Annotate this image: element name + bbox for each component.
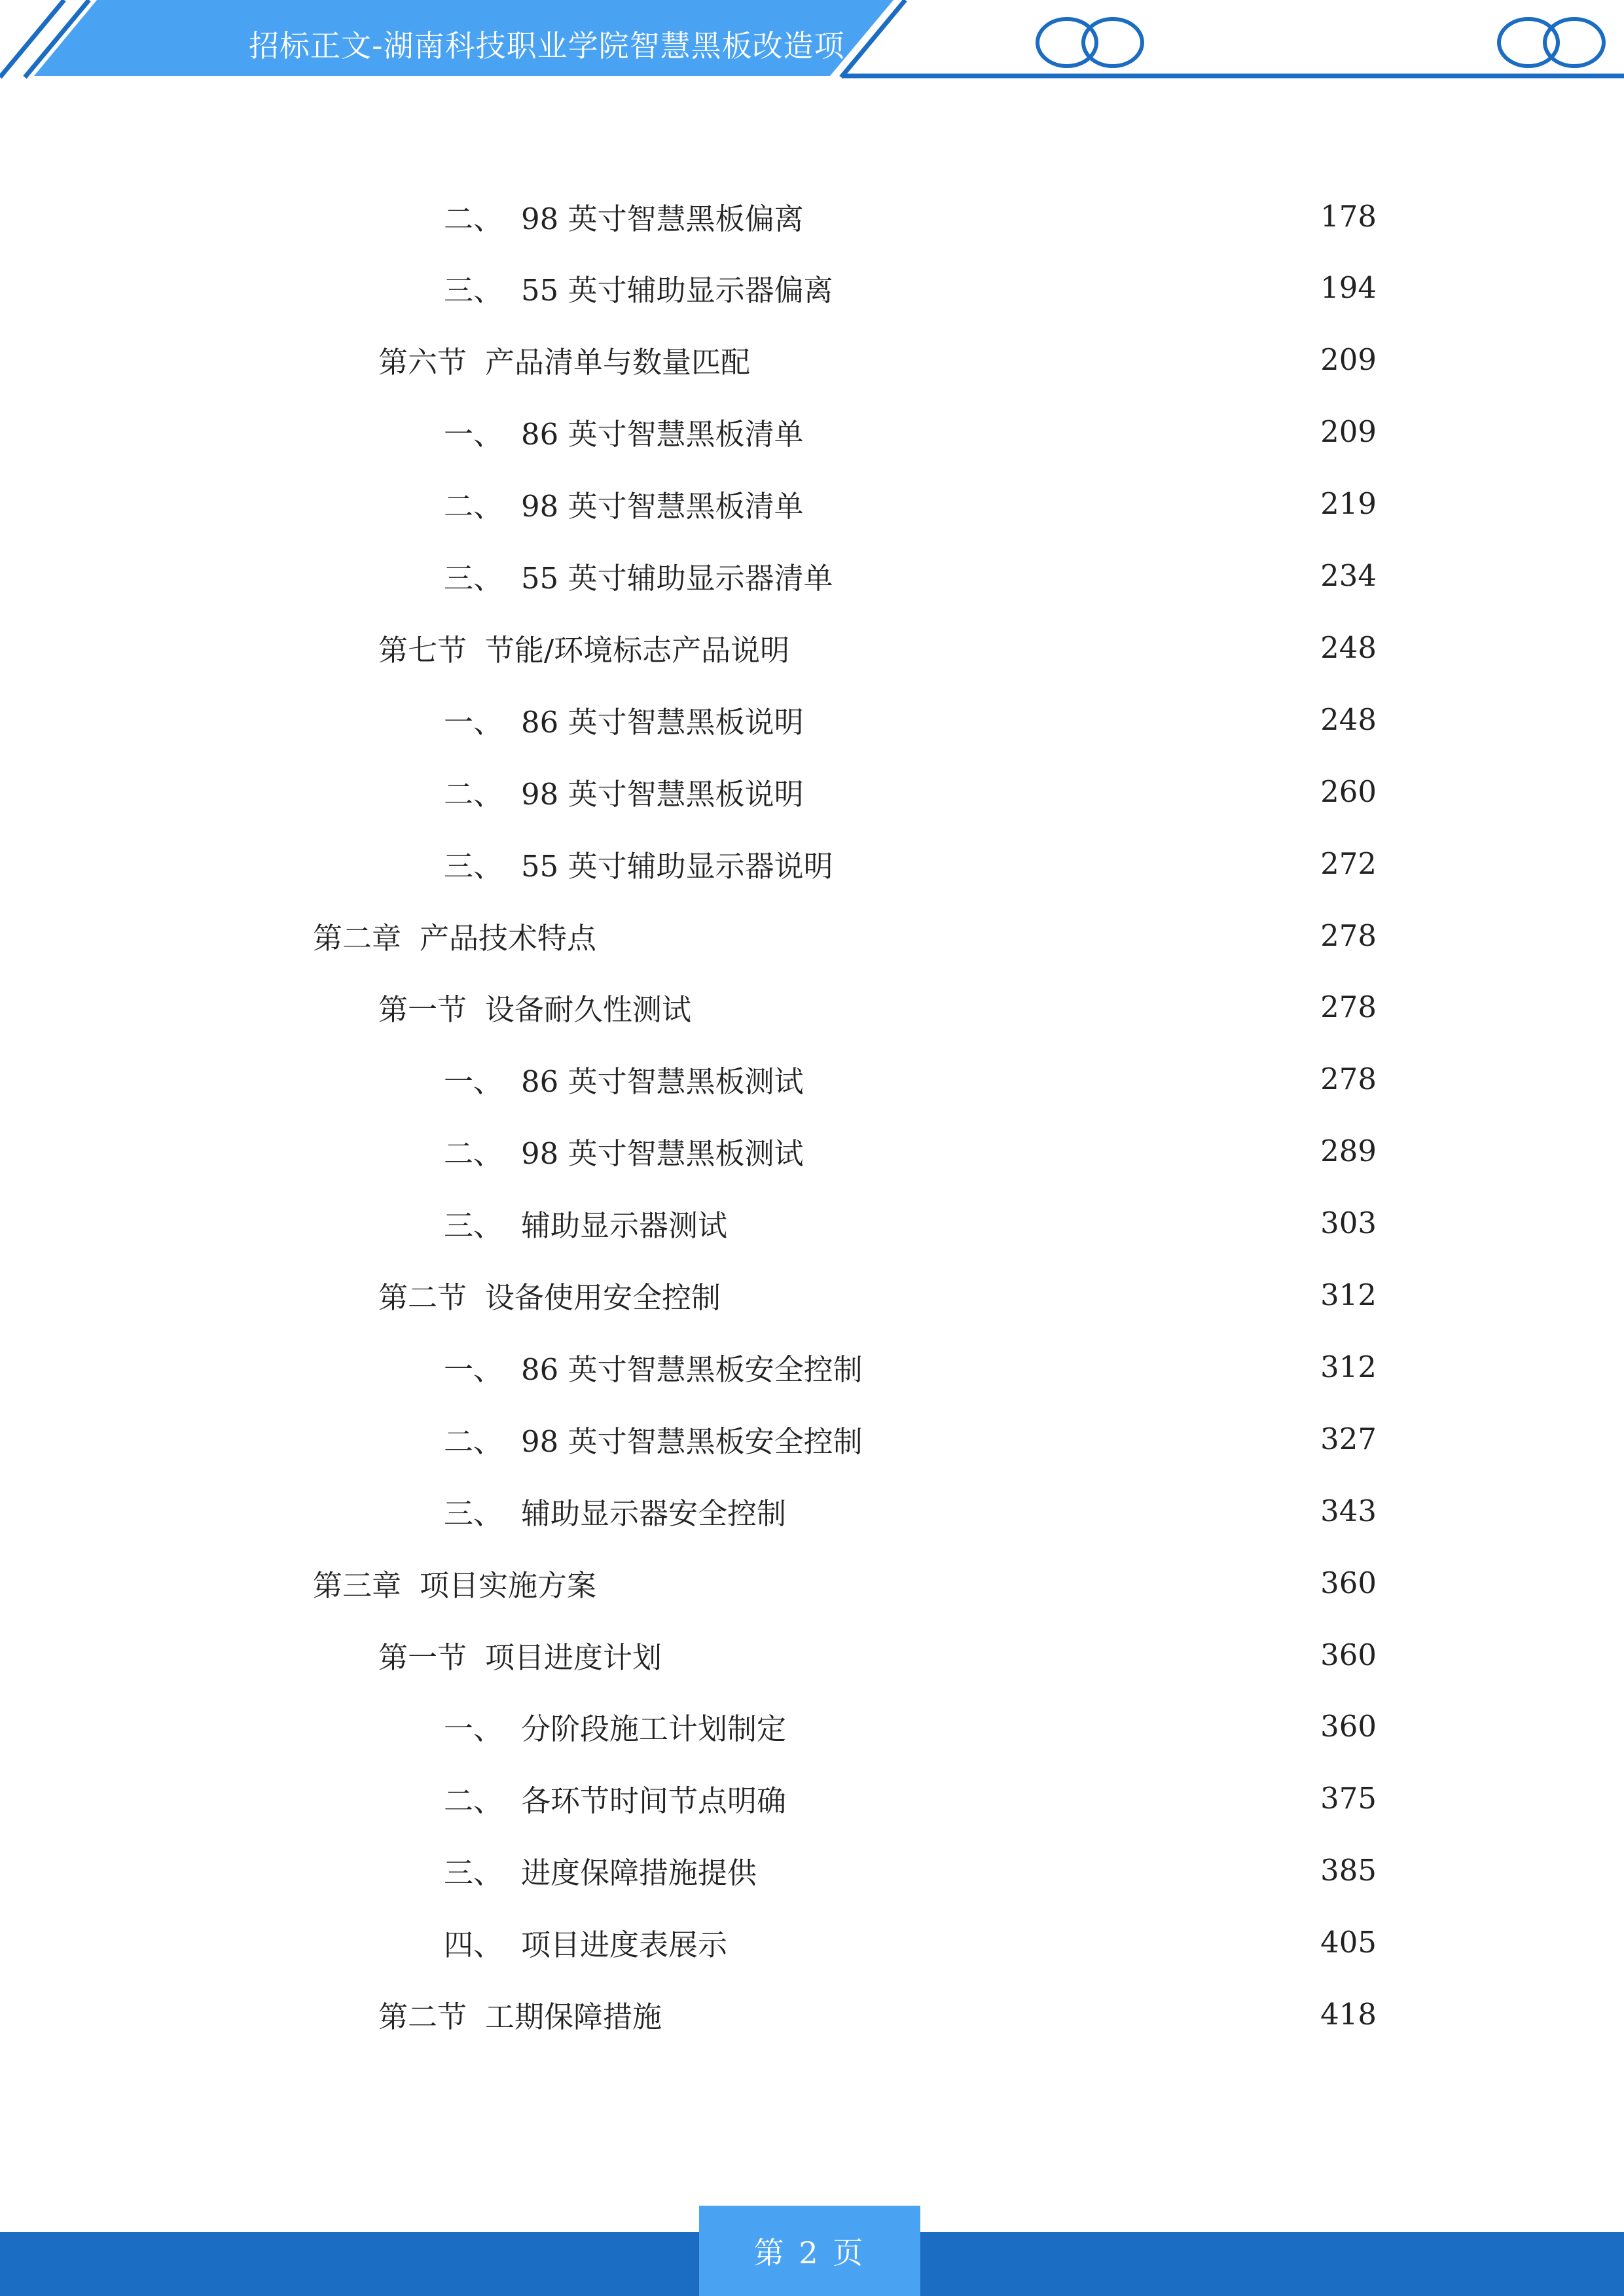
- toc-leader-dots: [794, 1691, 1312, 1763]
- toc-leader-dots: [794, 1763, 1312, 1835]
- toc-entry[interactable]: [444, 540, 1377, 612]
- toc-entry[interactable]: [444, 1331, 1377, 1403]
- toc-entry[interactable]: [444, 1043, 1377, 1115]
- toc-leader-dots: [812, 1043, 1313, 1115]
- toc-entry-number: 一、: [444, 417, 503, 452]
- toc-entry-number: 第六节: [378, 345, 467, 380]
- toc-entry-page: 405: [1320, 1925, 1377, 1960]
- toc-leader-dots: [841, 827, 1313, 899]
- toc-entry[interactable]: [444, 396, 1377, 468]
- toc-entry-page: 343: [1320, 1493, 1377, 1528]
- toc-entry[interactable]: [444, 755, 1377, 827]
- toc-entry[interactable]: [444, 1475, 1377, 1547]
- toc-entry-page: 418: [1320, 1997, 1377, 2032]
- toc-entry-page: 260: [1320, 774, 1377, 809]
- toc-entry[interactable]: [444, 1187, 1377, 1259]
- toc-leader-dots: [670, 1619, 1312, 1691]
- toc-entry-number: 二、: [444, 489, 503, 524]
- toc-entry-title: 86 英寸智慧黑板清单: [521, 417, 804, 452]
- toc-entry-number: 第二节: [378, 1280, 467, 1315]
- toc-entry-page: 312: [1320, 1349, 1377, 1384]
- toc-entry-number: 第一节: [378, 992, 467, 1028]
- toc-entry-number: 四、: [444, 1928, 503, 1963]
- toc-entry-page: 219: [1320, 486, 1377, 522]
- toc-entry[interactable]: [444, 1403, 1377, 1475]
- toc-entry-page: 209: [1320, 342, 1377, 378]
- toc-entry-page: 360: [1320, 1709, 1377, 1744]
- toc-entry-page: 278: [1320, 1062, 1377, 1097]
- toc-entry-page: 234: [1320, 558, 1377, 593]
- toc-entry-number: 三、: [444, 1856, 503, 1891]
- toc-entry[interactable]: [378, 324, 1377, 396]
- toc-leader-dots: [765, 1835, 1312, 1907]
- toc-leader-dots: [794, 1475, 1312, 1547]
- toc-leader-dots: [812, 755, 1313, 827]
- toc-entry-number: 三、: [444, 273, 503, 308]
- toc-entry-title: 项目实施方案: [420, 1568, 597, 1603]
- toc-leader-dots: [699, 971, 1312, 1043]
- toc-leader-dots: [871, 1331, 1313, 1403]
- toc-entry[interactable]: [378, 971, 1377, 1043]
- toc-entry-number: 三、: [444, 1208, 503, 1244]
- toc-entry-title: 55 英寸辅助显示器说明: [521, 848, 833, 884]
- toc-entry-title: 86 英寸智慧黑板说明: [521, 704, 804, 740]
- double-ring-logo-icon-right: [1499, 19, 1604, 66]
- toc-entry-page: 375: [1320, 1781, 1377, 1816]
- toc-entry-number: 一、: [444, 1064, 503, 1100]
- toc-entry[interactable]: [444, 1691, 1377, 1763]
- toc-leader-dots: [604, 1547, 1312, 1619]
- toc-entry[interactable]: [444, 468, 1377, 540]
- toc-entry[interactable]: [313, 899, 1377, 971]
- toc-entry[interactable]: [444, 683, 1377, 755]
- toc-entry-title: 86 英寸智慧黑板测试: [521, 1064, 804, 1100]
- page-header: [0, 0, 1624, 85]
- toc-entry-title: 设备使用安全控制: [485, 1280, 721, 1315]
- toc-entry-number: 第三章: [313, 1568, 402, 1603]
- toc-entry[interactable]: [444, 180, 1377, 252]
- page-number: 第 2 页: [699, 2206, 920, 2296]
- toc-leader-dots: [604, 899, 1312, 971]
- toc-entry-number: 一、: [444, 704, 503, 740]
- toc-leader-dots: [841, 540, 1313, 612]
- toc-entry-page: 312: [1320, 1278, 1377, 1312]
- toc-leader-dots: [670, 1979, 1312, 2051]
- toc-entry-title: 86 英寸智慧黑板安全控制: [521, 1352, 863, 1387]
- toc-entry-page: 360: [1320, 1565, 1377, 1600]
- toc-entry-page: 209: [1320, 414, 1377, 450]
- toc-entry-page: 303: [1320, 1206, 1377, 1241]
- toc-leader-dots: [735, 1907, 1312, 1979]
- toc-entry[interactable]: [444, 1115, 1377, 1187]
- header-title: 招标正文-湖南科技职业学院智慧黑板改造项: [249, 28, 845, 63]
- toc-entry-title: 98 英寸智慧黑板偏离: [521, 201, 804, 236]
- toc-entry-number: 二、: [444, 1136, 503, 1172]
- toc-leader-dots: [735, 1187, 1312, 1259]
- toc-entry-number: 第七节: [378, 632, 467, 668]
- toc-entry-page: 327: [1320, 1421, 1377, 1456]
- toc-entry-title: 98 英寸智慧黑板说明: [521, 776, 804, 812]
- toc-entry-title: 产品清单与数量匹配: [485, 345, 751, 380]
- toc-entry[interactable]: [378, 1979, 1377, 2051]
- toc-leader-dots: [812, 180, 1313, 252]
- toc-leader-dots: [812, 396, 1313, 468]
- toc-entry-page: 248: [1320, 630, 1377, 665]
- toc-entry-page: 194: [1320, 270, 1377, 306]
- toc-entry-number: 三、: [444, 561, 503, 596]
- toc-entry-title: 辅助显示器测试: [521, 1208, 728, 1244]
- toc-entry-page: 178: [1320, 198, 1377, 234]
- toc-entry-title: 98 英寸智慧黑板清单: [521, 489, 804, 524]
- toc-entry-title: 设备耐久性测试: [485, 992, 692, 1028]
- toc-entry[interactable]: [313, 1547, 1377, 1619]
- toc-entry[interactable]: [444, 827, 1377, 899]
- toc-leader-dots: [871, 1403, 1313, 1475]
- toc-entry-page: 278: [1320, 990, 1377, 1025]
- toc-leader-dots: [812, 468, 1313, 540]
- toc-entry-number: 一、: [444, 1352, 503, 1387]
- double-ring-logo-icon: [1038, 19, 1142, 66]
- toc-leader-dots: [812, 1115, 1313, 1187]
- toc-entry-title: 55 英寸辅助显示器偏离: [521, 273, 833, 308]
- toc-entry-title: 辅助显示器安全控制: [521, 1496, 787, 1531]
- toc-leader-dots: [729, 1259, 1312, 1331]
- toc-entry-number: 三、: [444, 848, 503, 884]
- toc-entry-title: 项目进度计划: [485, 1640, 662, 1675]
- toc-entry-page: 272: [1320, 846, 1377, 881]
- toc-entry[interactable]: [378, 1619, 1377, 1691]
- toc-leader-dots: [841, 252, 1313, 324]
- toc-entry-number: 二、: [444, 776, 503, 812]
- toc-entry-title: 分阶段施工计划制定: [521, 1712, 787, 1747]
- toc-entry-title: 产品技术特点: [420, 920, 597, 956]
- toc-entry[interactable]: [444, 252, 1377, 324]
- toc-entry[interactable]: [444, 1835, 1377, 1907]
- toc-entry[interactable]: [444, 1763, 1377, 1835]
- toc-entry-title: 工期保障措施: [485, 2000, 662, 2034]
- toc-entry-title: 节能/环境标志产品说明: [485, 632, 790, 668]
- toc-entry-number: 第二节: [378, 2000, 467, 2034]
- toc-entry-page: 385: [1320, 1853, 1377, 1888]
- toc-entry-page: 278: [1320, 918, 1377, 953]
- toc-entry-number: 二、: [444, 1424, 503, 1459]
- toc-entry-page: 289: [1320, 1134, 1377, 1169]
- toc-entry-page: 248: [1320, 702, 1377, 737]
- toc-entry-page: 360: [1320, 1637, 1377, 1672]
- toc-entry-number: 第一节: [378, 1640, 467, 1675]
- toc-entry[interactable]: [378, 1259, 1377, 1331]
- toc-entry-title: 各环节时间节点明确: [521, 1784, 787, 1819]
- toc-entry-number: 一、: [444, 1712, 503, 1747]
- toc-entry-number: 第二章: [313, 920, 402, 956]
- toc-leader-dots: [812, 683, 1313, 755]
- toc-leader-dots: [758, 324, 1312, 396]
- toc-entry[interactable]: [378, 611, 1377, 683]
- toc-entry-title: 项目进度表展示: [521, 1928, 728, 1963]
- toc-entry-number: 二、: [444, 1784, 503, 1819]
- toc-entry[interactable]: [444, 1907, 1377, 1979]
- toc-entry-title: 98 英寸智慧黑板安全控制: [521, 1424, 863, 1459]
- toc-entry-title: 进度保障措施提供: [521, 1856, 757, 1891]
- toc-entry-number: 二、: [444, 201, 503, 236]
- toc-entry-number: 三、: [444, 1496, 503, 1531]
- toc-entry-title: 55 英寸辅助显示器清单: [521, 561, 833, 596]
- toc-leader-dots: [797, 611, 1312, 683]
- toc-entry-title: 98 英寸智慧黑板测试: [521, 1136, 804, 1172]
